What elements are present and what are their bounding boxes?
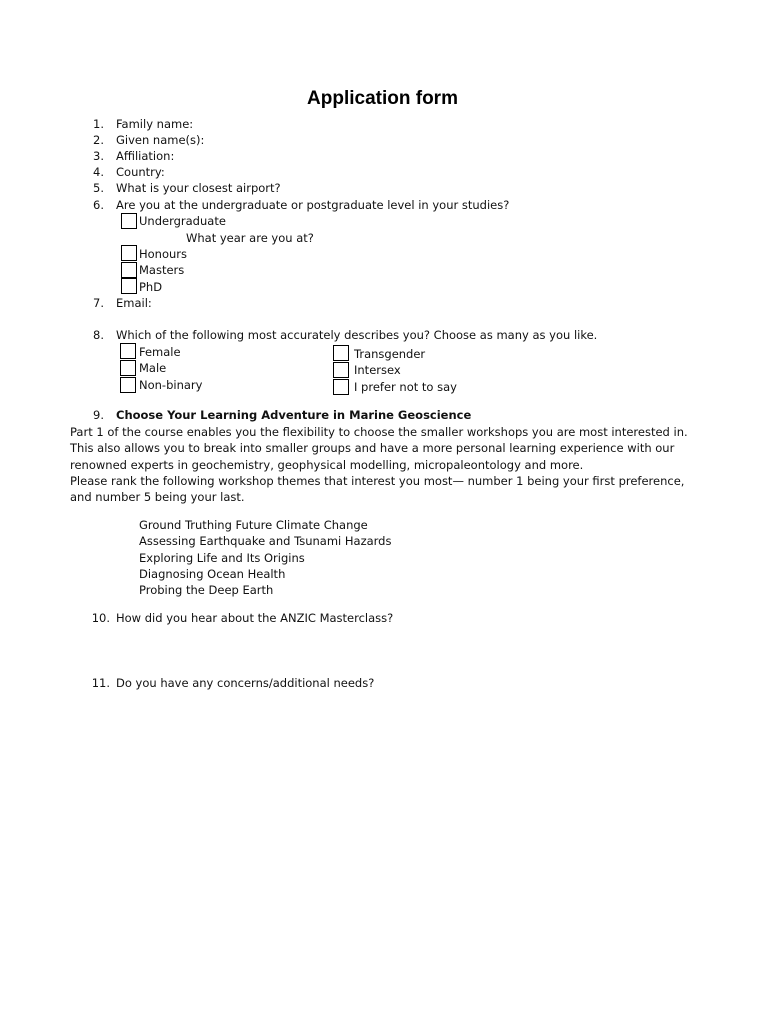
- q10-number: 10.: [91, 611, 110, 625]
- q7-email-label: Email:: [116, 296, 152, 310]
- masters-checkbox[interactable]: [121, 262, 137, 278]
- q9-paragraph-line: and number 5 being your last.: [70, 490, 245, 504]
- q5-airport-label: What is your closest airport?: [116, 181, 281, 195]
- intersex-label: Intersex: [354, 363, 401, 377]
- workshop-item: Exploring Life and Its Origins: [139, 551, 305, 565]
- q3-number: 3.: [93, 149, 104, 163]
- q4-country-label: Country:: [116, 165, 165, 179]
- transgender-checkbox[interactable]: [333, 345, 349, 361]
- workshop-item: Ground Truthing Future Climate Change: [139, 518, 368, 532]
- q9-paragraph-line: Please rank the following workshop themes that interest you most— number 1 being your first preference,: [70, 474, 685, 488]
- q9-paragraph-line: This also allows you to break into smaller groups and have a more personal learning experience with our: [70, 441, 675, 455]
- q11-concerns-label: Do you have any concerns/additional needs?: [116, 676, 375, 690]
- q2-given-names-label: Given name(s):: [116, 133, 205, 147]
- workshop-item: Assessing Earthquake and Tsunami Hazards: [139, 534, 392, 548]
- honours-checkbox[interactable]: [121, 245, 137, 261]
- phd-label: PhD: [139, 280, 163, 294]
- q9-heading: Choose Your Learning Adventure in Marine Geoscience: [116, 408, 472, 422]
- non-binary-label: Non-binary: [139, 378, 203, 392]
- prefer-not-to-say-checkbox[interactable]: [333, 379, 349, 395]
- masters-label: Masters: [139, 263, 185, 277]
- honours-label: Honours: [139, 247, 188, 261]
- q5-number: 5.: [93, 181, 104, 195]
- female-label: Female: [139, 345, 181, 359]
- q8-number: 8.: [93, 328, 104, 342]
- workshop-item: Probing the Deep Earth: [139, 583, 274, 597]
- q1-number: 1.: [93, 117, 104, 131]
- male-label: Male: [139, 361, 167, 375]
- q9-paragraph-line: renowned experts in geochemistry, geophysical modelling, micropaleontology and more.: [70, 458, 584, 472]
- q8-identity-label: Which of the following most accurately describes you? Choose as many as you like.: [116, 328, 598, 342]
- undergraduate-label: Undergraduate: [139, 214, 226, 228]
- q1-family-name-label: Family name:: [116, 117, 194, 131]
- male-checkbox[interactable]: [120, 360, 136, 376]
- intersex-checkbox[interactable]: [333, 362, 349, 378]
- year-prompt: What year are you at?: [186, 231, 314, 245]
- q3-affiliation-label: Affiliation:: [116, 149, 175, 163]
- non-binary-checkbox[interactable]: [120, 377, 136, 393]
- workshop-item: Diagnosing Ocean Health: [139, 567, 286, 581]
- q2-number: 2.: [93, 133, 104, 147]
- female-checkbox[interactable]: [120, 343, 136, 359]
- q7-number: 7.: [93, 296, 104, 310]
- prefer-not-to-say-label: I prefer not to say: [354, 380, 457, 394]
- phd-checkbox[interactable]: [121, 278, 137, 294]
- q6-number: 6.: [93, 198, 104, 212]
- q11-number: 11.: [91, 676, 110, 690]
- transgender-label: Transgender: [354, 347, 426, 361]
- q10-hear-about-label: How did you hear about the ANZIC Masterclass?: [116, 611, 394, 625]
- q9-paragraph-line: Part 1 of the course enables you the flexibility to choose the smaller workshops you are most interested in.: [70, 425, 688, 439]
- q6-study-level-label: Are you at the undergraduate or postgraduate level in your studies?: [116, 198, 510, 212]
- q4-number: 4.: [93, 165, 104, 179]
- q9-number: 9.: [93, 408, 104, 422]
- page-title: Application form: [307, 88, 458, 109]
- undergraduate-checkbox[interactable]: [121, 213, 137, 229]
